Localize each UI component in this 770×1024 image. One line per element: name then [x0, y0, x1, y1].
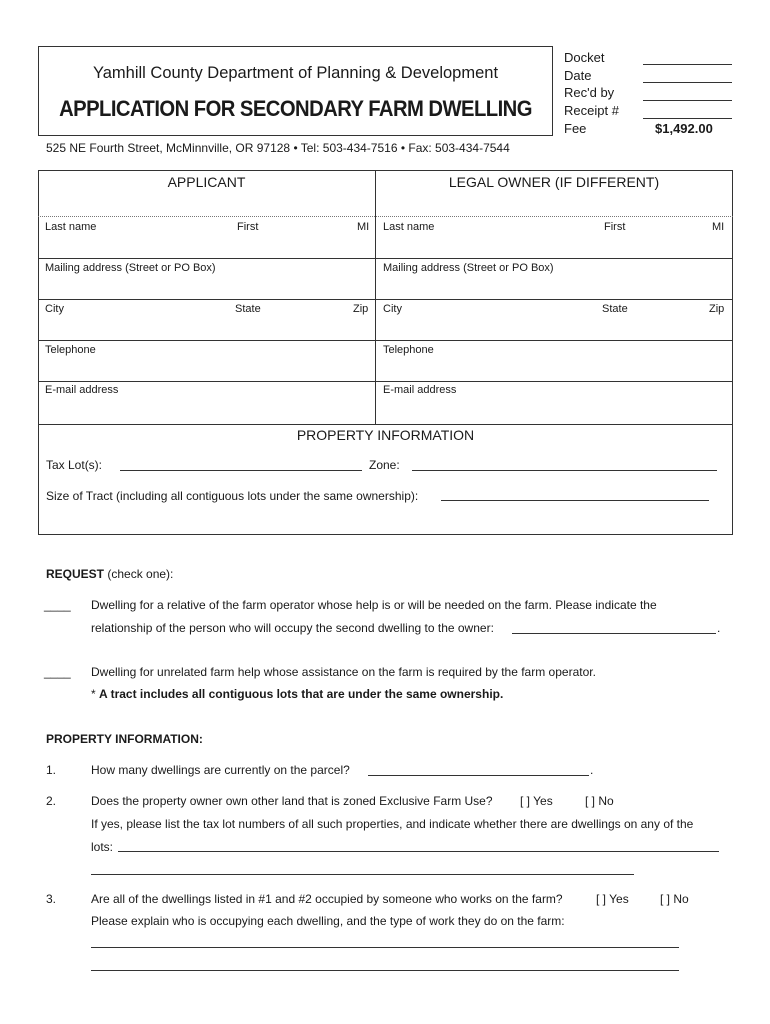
fee-label: Fee [564, 121, 587, 136]
applicant-telephone-field[interactable] [39, 356, 375, 380]
divider [38, 381, 733, 382]
owner-first-label: First [604, 221, 626, 233]
note-asterisk: * [91, 687, 100, 701]
owner-mailing-label: Mailing address (Street or PO Box) [383, 262, 554, 274]
dwelling-count-field[interactable] [368, 775, 589, 776]
applicant-zip-label: Zip [353, 303, 369, 315]
lots-field-line2[interactable] [91, 874, 634, 875]
owner-heading: LEGAL OWNER (IF DIFFERENT) [448, 174, 660, 190]
date-field[interactable] [643, 82, 732, 83]
applicant-mailing-label: Mailing address (Street or PO Box) [45, 262, 216, 274]
zone-label: Zone: [369, 458, 400, 472]
tract-size-field[interactable] [441, 500, 709, 501]
applicant-telephone-label: Telephone [45, 344, 96, 356]
applicant-first-label: First [237, 221, 259, 233]
tract-size-label: Size of Tract (including all contiguous lots under the same ownership): [46, 489, 419, 503]
applicant-name-field[interactable] [39, 232, 375, 257]
q3-explain: Please explain who is occupying each dwelling, and the type of work they do on the farm: [91, 914, 565, 928]
q3-no-checkbox[interactable]: [ ] No [660, 892, 689, 906]
owner-email-label: E-mail address [383, 384, 457, 396]
applicant-mailing-field[interactable] [39, 274, 375, 298]
receipt-label: Receipt # [564, 103, 619, 118]
owner-name-field[interactable] [376, 232, 732, 257]
q1-number: 1. [46, 763, 57, 777]
owner-city-label: City [383, 303, 402, 315]
request-label: REQUEST [46, 567, 105, 581]
applicant-last-name-label: Last name [45, 221, 97, 233]
questions-heading: PROPERTY INFORMATION: [46, 732, 203, 746]
q2-number: 2. [46, 794, 57, 808]
lots-field[interactable] [118, 851, 719, 852]
applicant-city-field[interactable] [39, 315, 375, 339]
period: . [590, 763, 594, 777]
tract-note [91, 687, 503, 701]
property-info-heading: PROPERTY INFORMATION [296, 427, 475, 443]
owner-zip-label: Zip [709, 303, 725, 315]
docket-field[interactable] [643, 64, 732, 65]
divider [38, 424, 733, 425]
option2-checkbox[interactable]: ____ [44, 665, 71, 679]
q2-yes-checkbox[interactable]: [ ] Yes [520, 794, 553, 808]
owner-city-field[interactable] [376, 315, 732, 339]
office-address: 525 NE Fourth Street, McMinnville, OR 97128 • Tel: 503-434-7516 • Fax: 503-434-7544 [46, 141, 510, 155]
q3-text: Are all of the dwellings listed in #1 and #2 occupied by someone who works on the farm? [91, 892, 563, 906]
recd-by-label: Rec'd by [564, 85, 615, 100]
header-box [38, 46, 553, 136]
application-title: APPLICATION FOR SECONDARY FARM DWELLING [59, 96, 532, 121]
q3-number: 3. [46, 892, 57, 906]
recd-by-field[interactable] [643, 100, 732, 101]
docket-label: Docket [564, 50, 605, 65]
option1-relationship-label: relationship of the person who will occupy the second dwelling to the owner: [91, 621, 494, 635]
applicant-email-label: E-mail address [45, 384, 119, 396]
department-name: Yamhill County Department of Planning & Development [92, 64, 499, 82]
tax-lots-field[interactable] [120, 470, 362, 471]
date-label: Date [564, 68, 592, 83]
owner-telephone-label: Telephone [383, 344, 434, 356]
divider [38, 299, 733, 300]
request-heading [46, 567, 173, 581]
option2-text: Dwelling for unrelated farm help whose assistance on the farm is required by the farm operator. [91, 665, 596, 679]
owner-mailing-field[interactable] [376, 274, 732, 298]
zone-field[interactable] [412, 470, 717, 471]
owner-email-field[interactable] [376, 396, 732, 422]
q1-text: How many dwellings are currently on the parcel? [91, 763, 350, 777]
owner-last-name-label: Last name [383, 221, 435, 233]
receipt-field[interactable] [643, 118, 732, 119]
explain-field-line2[interactable] [91, 970, 679, 971]
owner-telephone-field[interactable] [376, 356, 732, 380]
q2-lots-label: lots: [91, 840, 114, 854]
owner-mi-label: MI [712, 221, 725, 233]
q2-followup: If yes, please list the tax lot numbers of all such properties, and indicate whether there are dwellings on any of the [91, 817, 694, 831]
request-hint: (check one): [104, 567, 174, 581]
divider [38, 340, 733, 341]
q3-yes-checkbox[interactable]: [ ] Yes [596, 892, 629, 906]
applicant-email-field[interactable] [39, 396, 375, 422]
q2-no-checkbox[interactable]: [ ] No [585, 794, 614, 808]
option1-text: Dwelling for a relative of the farm operator whose help is or will be needed on the farm. Please indicate the [91, 598, 657, 612]
applicant-city-label: City [45, 303, 64, 315]
applicant-heading: APPLICANT [167, 174, 246, 190]
tax-lots-label: Tax Lot(s): [46, 458, 103, 472]
fee-value: $1,492.00 [655, 121, 713, 136]
relationship-field[interactable] [512, 633, 716, 634]
option1-checkbox[interactable]: ____ [44, 598, 71, 612]
applicant-state-label: State [235, 303, 261, 315]
explain-field-line1[interactable] [91, 947, 679, 948]
divider [38, 216, 733, 217]
q2-text: Does the property owner own other land that is zoned Exclusive Farm Use? [91, 794, 493, 808]
note-text: A tract includes all contiguous lots that are under the same ownership. [99, 687, 504, 701]
owner-state-label: State [602, 303, 628, 315]
period: . [717, 621, 721, 635]
divider [38, 258, 733, 259]
applicant-mi-label: MI [357, 221, 370, 233]
